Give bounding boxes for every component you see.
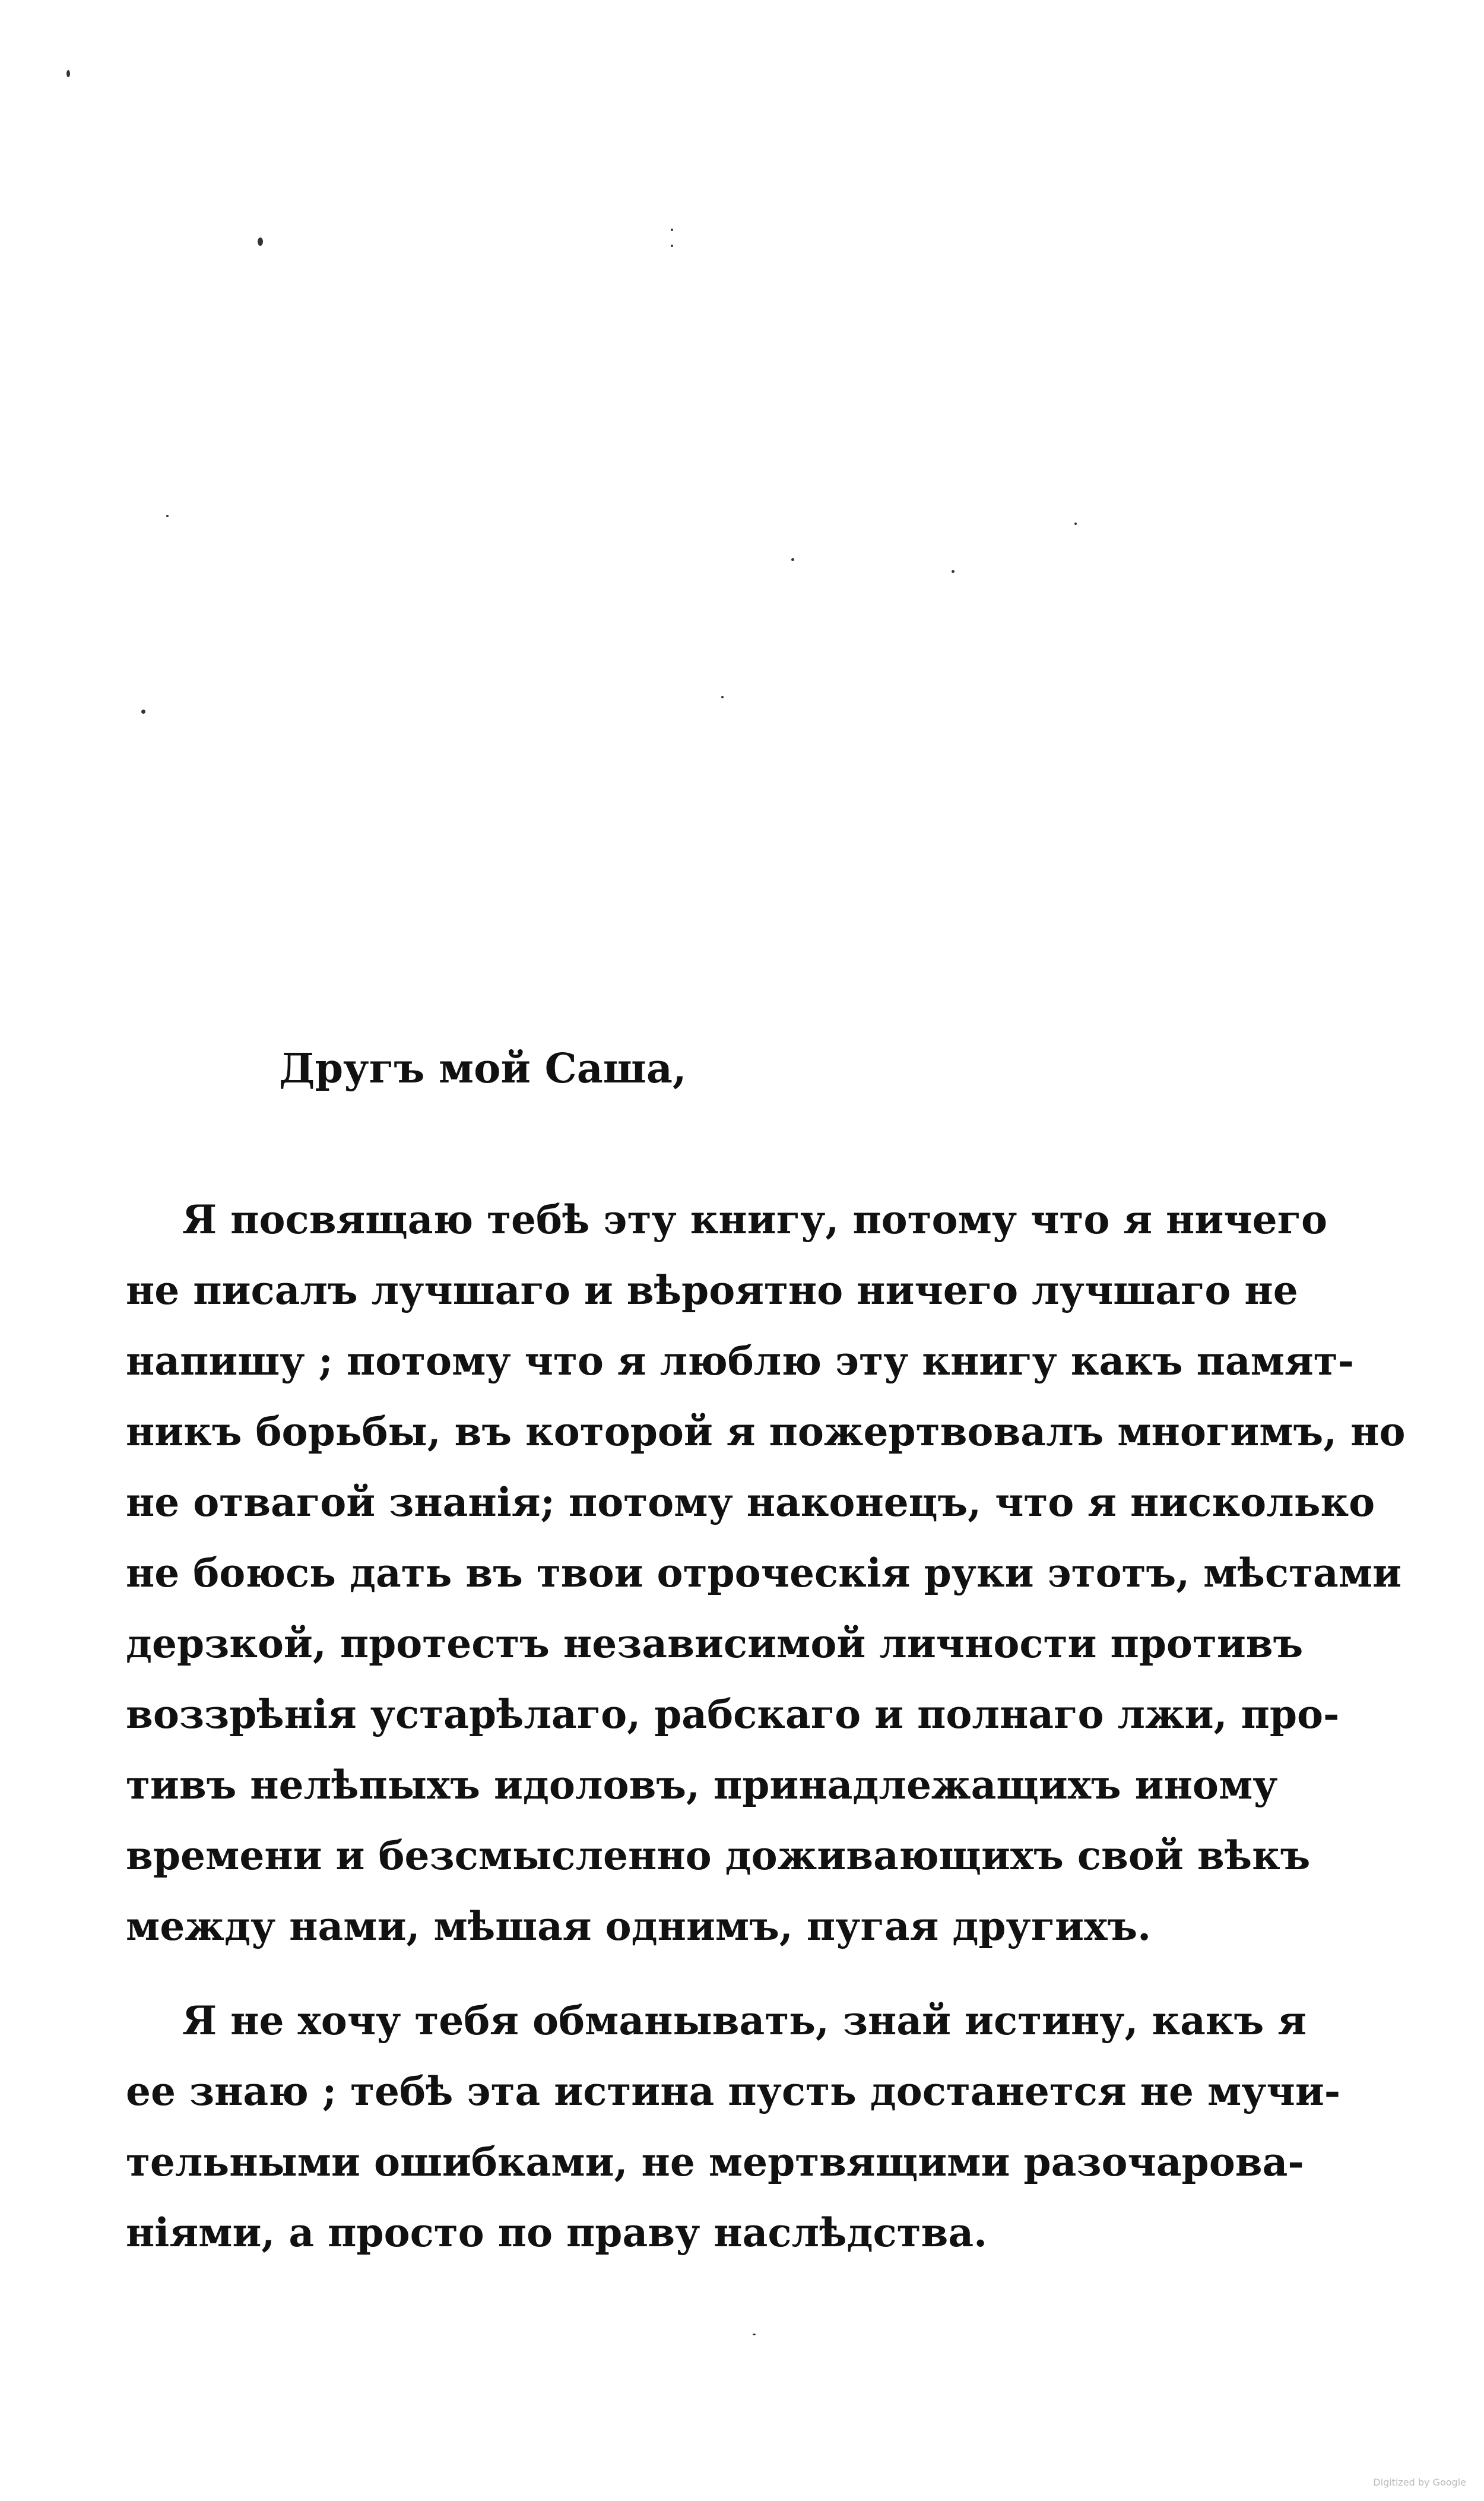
text-line: тивъ нелѣпыхъ идоловъ, принадлежащихъ иному [126, 1762, 1278, 1808]
text-line: времени и безсмысленно доживающихъ свой вѣкъ [126, 1832, 1311, 1879]
scan-speck [141, 710, 145, 714]
text-line: тельными ошибками, не мертвящими разочарова- [126, 2139, 1304, 2185]
scan-speck [952, 570, 955, 573]
scan-speck [1074, 523, 1077, 525]
digitized-watermark: Digitized by Google [1373, 2477, 1466, 2488]
scan-speck [791, 558, 794, 561]
scan-speck [66, 70, 70, 77]
paragraph-2 [126, 1986, 1341, 2268]
text-line: ее знаю ; тебѣ эта истина пусть достанется не мучи- [126, 2068, 1341, 2114]
text-line: дерзкой, протестъ независимой личности противъ [126, 1620, 1304, 1667]
text-line: не боюсь дать въ твои отроческія руки этотъ, мѣстами [126, 1550, 1402, 1596]
scan-speck [753, 2334, 756, 2335]
text-line: Я не хочу тебя обманывать, знай истину, какъ я [182, 1997, 1307, 2044]
dedication-text [126, 1185, 1406, 2292]
scan-speck [671, 245, 673, 247]
text-line: между нами, мѣшая однимъ, пугая другихъ. [126, 1903, 1152, 1949]
text-line: воззрѣнія устарѣлаго, рабскаго и полнаго лжи, про- [126, 1691, 1340, 1737]
text-line: напишу ; потому что я люблю эту книгу какъ памят- [126, 1338, 1355, 1384]
scan-speck [721, 696, 724, 698]
paragraph-1 [126, 1185, 1406, 1962]
salutation: Другъ мой Саша, [279, 1045, 687, 1093]
text-line: никъ борьбы, въ которой я пожертвовалъ многимъ, но [126, 1408, 1406, 1455]
scan-speck [671, 229, 673, 231]
text-line: не отвагой знанія; потому наконецъ, что я нисколько [126, 1479, 1375, 1525]
text-line: ніями, а просто по праву наслѣдства. [126, 2209, 988, 2256]
text-line: не писалъ лучшаго и вѣроятно ничего лучшаго не [126, 1267, 1298, 1313]
text-line: Я посвящаю тебѣ эту книгу, потому что я ничего [182, 1196, 1328, 1243]
scan-speck [166, 515, 169, 517]
scan-speck [258, 238, 263, 246]
